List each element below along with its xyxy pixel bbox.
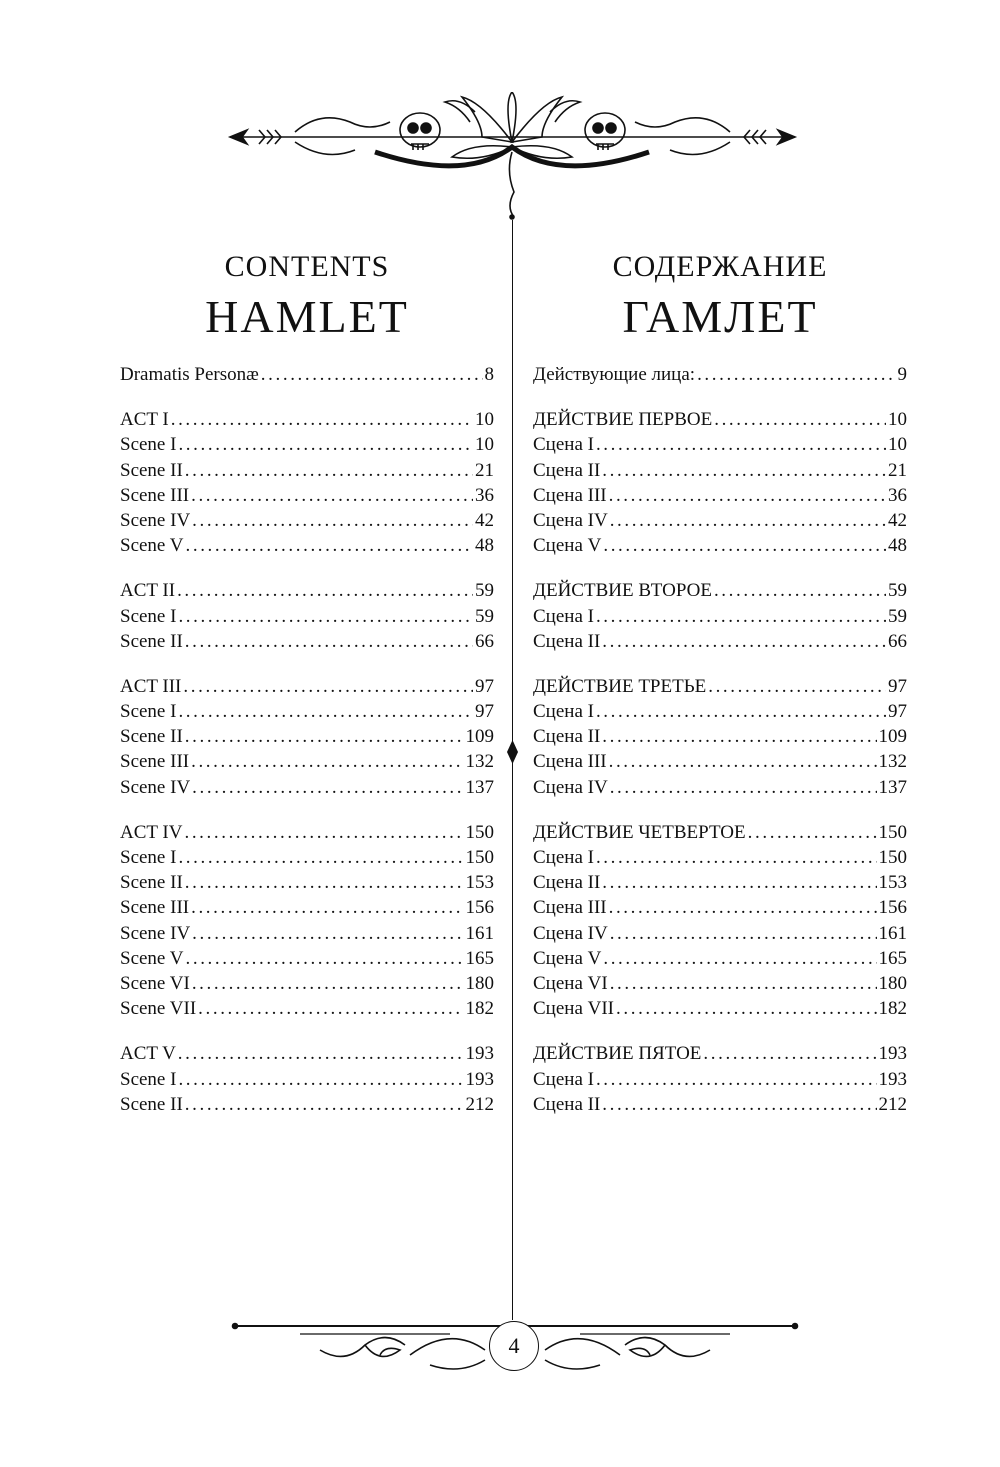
dot-leader [596,699,886,724]
dot-leader [198,996,463,1021]
dot-leader [603,946,876,971]
entry-label: Сцена I [533,434,594,456]
dot-leader [602,458,886,483]
spacer [533,654,907,674]
entry-page-number: 182 [878,998,907,1020]
toc-entry-scene[interactable] [533,845,907,870]
toc-entry-scene[interactable] [120,870,494,895]
entry-page-number: 59 [475,605,494,627]
toc-entry-act[interactable] [120,407,494,432]
page-number: 4 [489,1321,539,1371]
entry-page-number: 193 [878,1043,907,1065]
dot-leader [261,362,483,387]
entry-page-number: 153 [878,872,907,894]
entry-label: Сцена I [533,847,594,868]
entry-page-number: 132 [465,751,494,773]
dot-leader [603,533,886,558]
entry-page-number: 109 [465,726,494,748]
entry-page-number: 42 [888,509,907,531]
entry-label: Scene VI [120,972,190,994]
entry-label: Dramatis Personæ [120,364,259,385]
toc-entry-scene[interactable] [120,629,494,654]
entry-label: Сцена IV [533,776,608,798]
entry-label: Scene V [120,535,184,557]
spacer [533,1021,907,1041]
entry-label: Scene I [120,434,177,456]
entry-page-number: 180 [465,972,494,994]
toc-entry-scene[interactable] [533,432,907,457]
entry-label: Scene VII [120,998,197,1020]
dot-leader [609,483,886,508]
dot-leader [602,870,876,895]
toc-entry-scene[interactable] [533,483,907,508]
dot-leader [184,820,463,845]
dot-leader [602,629,886,654]
toc-entry-scene[interactable] [533,895,907,920]
play-title: HAMLET [205,291,409,342]
toc-entry-scene[interactable] [120,483,494,508]
entry-label: Сцена III [533,897,607,919]
entry-label: Сцена IV [533,922,608,944]
entry-page-number: 109 [878,726,907,748]
entry-label: ACT III [120,675,182,697]
entry-label: Scene II [120,1093,183,1115]
dot-leader [610,921,877,946]
dot-leader [616,996,876,1021]
toc-entry-scene[interactable] [120,775,494,800]
dot-leader [191,895,463,920]
entry-page-number: 180 [878,972,907,994]
toc-entry-scene[interactable] [533,946,907,971]
toc-entry-scene[interactable] [120,533,494,558]
spacer [120,387,494,407]
dot-leader [748,820,877,845]
entry-label: Scene III [120,484,190,506]
entry-page-number: 59 [888,605,907,627]
center-divider [512,220,513,1320]
dot-leader [192,921,463,946]
entry-page-number: 10 [888,434,907,456]
entry-page-number: 36 [475,484,494,506]
toc-entry-scene[interactable] [120,895,494,920]
dot-leader [185,724,464,749]
entry-page-number: 10 [475,434,494,456]
dot-leader [703,1041,876,1066]
entry-label: Сцена II [533,630,601,652]
dot-leader [610,775,877,800]
entry-page-number: 165 [878,947,907,969]
entry-page-number: 150 [465,821,494,843]
entry-page-number: 66 [888,630,907,652]
diamond-icon [506,740,519,764]
toc-list [533,362,907,1117]
dot-leader [609,895,877,920]
dot-leader [596,604,886,629]
dot-leader [192,971,464,996]
dot-leader [610,508,886,533]
toc-entry-scene[interactable] [533,699,907,724]
entry-label: ДЕЙСТВИЕ ЧЕТВЕРТОЕ [533,821,746,843]
entry-label: Сцена I [533,701,594,723]
entry-page-number: 150 [878,821,907,843]
entry-label: ACT V [120,1043,176,1065]
dot-leader [596,845,877,870]
entry-label: ДЕЙСТВИЕ ВТОРОЕ [533,580,712,602]
toc-list [120,362,494,1117]
toc-entry-scene[interactable] [533,971,907,996]
toc-entry-act[interactable] [120,674,494,699]
entry-page-number: 150 [465,847,494,868]
entry-page-number: 193 [465,1068,494,1090]
toc-entry-act[interactable] [120,820,494,845]
toc-entry-scene[interactable] [533,458,907,483]
entry-page-number: 182 [465,998,494,1020]
toc-entry-scene[interactable] [533,508,907,533]
entry-label: ACT IV [120,821,183,843]
entry-label: ДЕЙСТВИЕ ТРЕТЬЕ [533,675,707,697]
entry-label: Действующие лица: [533,364,696,385]
toc-entry-act[interactable] [533,820,907,845]
entry-page-number: 36 [888,484,907,506]
entry-page-number: 8 [484,364,494,385]
toc-entry-scene[interactable] [120,699,494,724]
entry-page-number: 212 [878,1093,907,1115]
toc-entry-scene[interactable] [120,845,494,870]
entry-page-number: 59 [475,580,494,602]
dot-leader [708,674,886,699]
entry-label: Сцена V [533,947,602,969]
skull-lily-arrow-icon [225,92,800,222]
dot-leader [191,749,463,774]
entry-page-number: 156 [878,897,907,919]
toc-entry-scene[interactable] [120,604,494,629]
entry-label: ДЕЙСТВИЕ ПЕРВОЕ [533,409,713,431]
toc-entry-act[interactable] [533,674,907,699]
entry-page-number: 48 [475,535,494,557]
entry-label: ACT II [120,580,176,602]
toc-entry-scene[interactable] [120,508,494,533]
toc-entry-scene[interactable] [120,432,494,457]
entry-page-number: 137 [878,776,907,798]
dot-leader [185,870,464,895]
toc-entry-scene[interactable] [533,996,907,1021]
spacer [120,800,494,820]
entry-label: Сцена III [533,484,607,506]
dot-leader [178,1041,464,1066]
spacer [120,654,494,674]
entry-label: Сцена I [533,605,594,627]
toc-entry-act[interactable] [120,578,494,603]
dot-leader [192,775,463,800]
entry-page-number: 161 [878,922,907,944]
entry-page-number: 212 [465,1093,494,1115]
dot-leader [178,1067,463,1092]
entry-page-number: 10 [888,409,907,431]
spacer [120,1021,494,1041]
entry-label: Сцена III [533,751,607,773]
entry-page-number: 21 [888,459,907,481]
entry-label: Сцена II [533,1093,601,1115]
entry-label: Scene V [120,947,184,969]
entry-label: Scene IV [120,776,191,798]
entry-label: Scene IV [120,509,191,531]
dot-leader [714,578,886,603]
entry-page-number: 165 [465,947,494,969]
entry-label: Scene II [120,872,183,894]
dot-leader [596,1067,877,1092]
dot-leader [185,458,473,483]
toc-entry-scene[interactable] [533,604,907,629]
entry-label: Scene II [120,459,183,481]
toc-entry-dramatis[interactable] [120,362,494,387]
entry-page-number: 97 [888,675,907,697]
dot-leader [178,432,473,457]
entry-label: Сцена VI [533,972,608,994]
toc-entry-scene[interactable] [120,946,494,971]
toc-entry-act[interactable] [533,578,907,603]
entry-page-number: 97 [475,675,494,697]
entry-page-number: 97 [888,701,907,723]
toc-entry-scene[interactable] [533,1092,907,1117]
toc-entry-scene[interactable] [120,458,494,483]
dot-leader [185,629,473,654]
dot-leader [192,508,473,533]
dot-leader [697,362,895,387]
entry-label: Scene III [120,751,190,773]
dot-leader [191,483,473,508]
entry-page-number: 21 [475,459,494,481]
entry-label: ACT I [120,409,169,431]
entry-page-number: 59 [888,580,907,602]
dot-leader [178,699,473,724]
toc-entry-scene[interactable] [120,1092,494,1117]
toc-entry-scene[interactable] [120,971,494,996]
entry-label: Сцена II [533,872,601,894]
entry-page-number: 161 [465,922,494,944]
toc-entry-scene[interactable] [120,1067,494,1092]
entry-page-number: 193 [465,1043,494,1065]
entry-page-number: 9 [897,364,907,385]
entry-label: Сцена V [533,535,602,557]
entry-label: Scene IV [120,922,191,944]
toc-entry-act[interactable] [533,407,907,432]
dot-leader [610,971,877,996]
entry-label: Scene II [120,726,183,748]
entry-label: Scene I [120,605,177,627]
spacer [533,558,907,578]
entry-label: Scene I [120,847,177,868]
contents-heading: CONTENTS [224,250,390,283]
dot-leader [177,578,473,603]
entry-label: Scene II [120,630,183,652]
entry-page-number: 153 [465,872,494,894]
entry-page-number: 193 [878,1068,907,1090]
spacer [533,800,907,820]
dot-leader [171,407,473,432]
dot-leader [602,724,876,749]
entry-label: Сцена VII [533,998,615,1020]
dot-leader [602,1092,876,1117]
dot-leader [178,604,473,629]
dot-leader [183,674,473,699]
toc-entry-scene[interactable] [533,870,907,895]
toc-entry-scene[interactable] [120,996,494,1021]
toc-entry-dramatis[interactable] [533,362,907,387]
entry-label: Сцена II [533,726,601,748]
entry-page-number: 48 [888,535,907,557]
dot-leader [186,946,464,971]
play-title: ГАМЛЕТ [622,291,818,342]
toc-entry-act[interactable] [120,1041,494,1066]
dot-leader [714,407,886,432]
entry-page-number: 156 [465,897,494,919]
toc-entry-scene[interactable] [533,749,907,774]
entry-page-number: 137 [465,776,494,798]
toc-entry-scene[interactable] [120,921,494,946]
spacer [120,558,494,578]
dot-leader [186,533,474,558]
entry-label: Сцена II [533,459,601,481]
entry-page-number: 97 [475,701,494,723]
entry-label: Сцена I [533,1068,594,1090]
entry-page-number: 132 [878,751,907,773]
entry-label: Сцена IV [533,509,608,531]
entry-page-number: 42 [475,509,494,531]
toc-entry-act[interactable] [533,1041,907,1066]
toc-entry-scene[interactable] [533,724,907,749]
entry-page-number: 10 [475,409,494,431]
spacer [533,387,907,407]
entry-label: Scene III [120,897,190,919]
dot-leader [185,1092,464,1117]
toc-entry-scene[interactable] [533,533,907,558]
contents-heading: СОДЕРЖАНИЕ [612,250,828,283]
toc-entry-scene[interactable] [120,749,494,774]
toc-entry-scene[interactable] [533,775,907,800]
entry-page-number: 150 [878,847,907,868]
dot-leader [596,432,886,457]
dot-leader [609,749,877,774]
dot-leader [178,845,463,870]
entry-label: Scene I [120,1068,177,1090]
toc-entry-scene[interactable] [533,1067,907,1092]
entry-label: ДЕЙСТВИЕ ПЯТОЕ [533,1043,702,1065]
toc-entry-scene[interactable] [533,921,907,946]
toc-entry-scene[interactable] [120,724,494,749]
toc-entry-scene[interactable] [533,629,907,654]
entry-page-number: 66 [475,630,494,652]
entry-label: Scene I [120,701,177,723]
